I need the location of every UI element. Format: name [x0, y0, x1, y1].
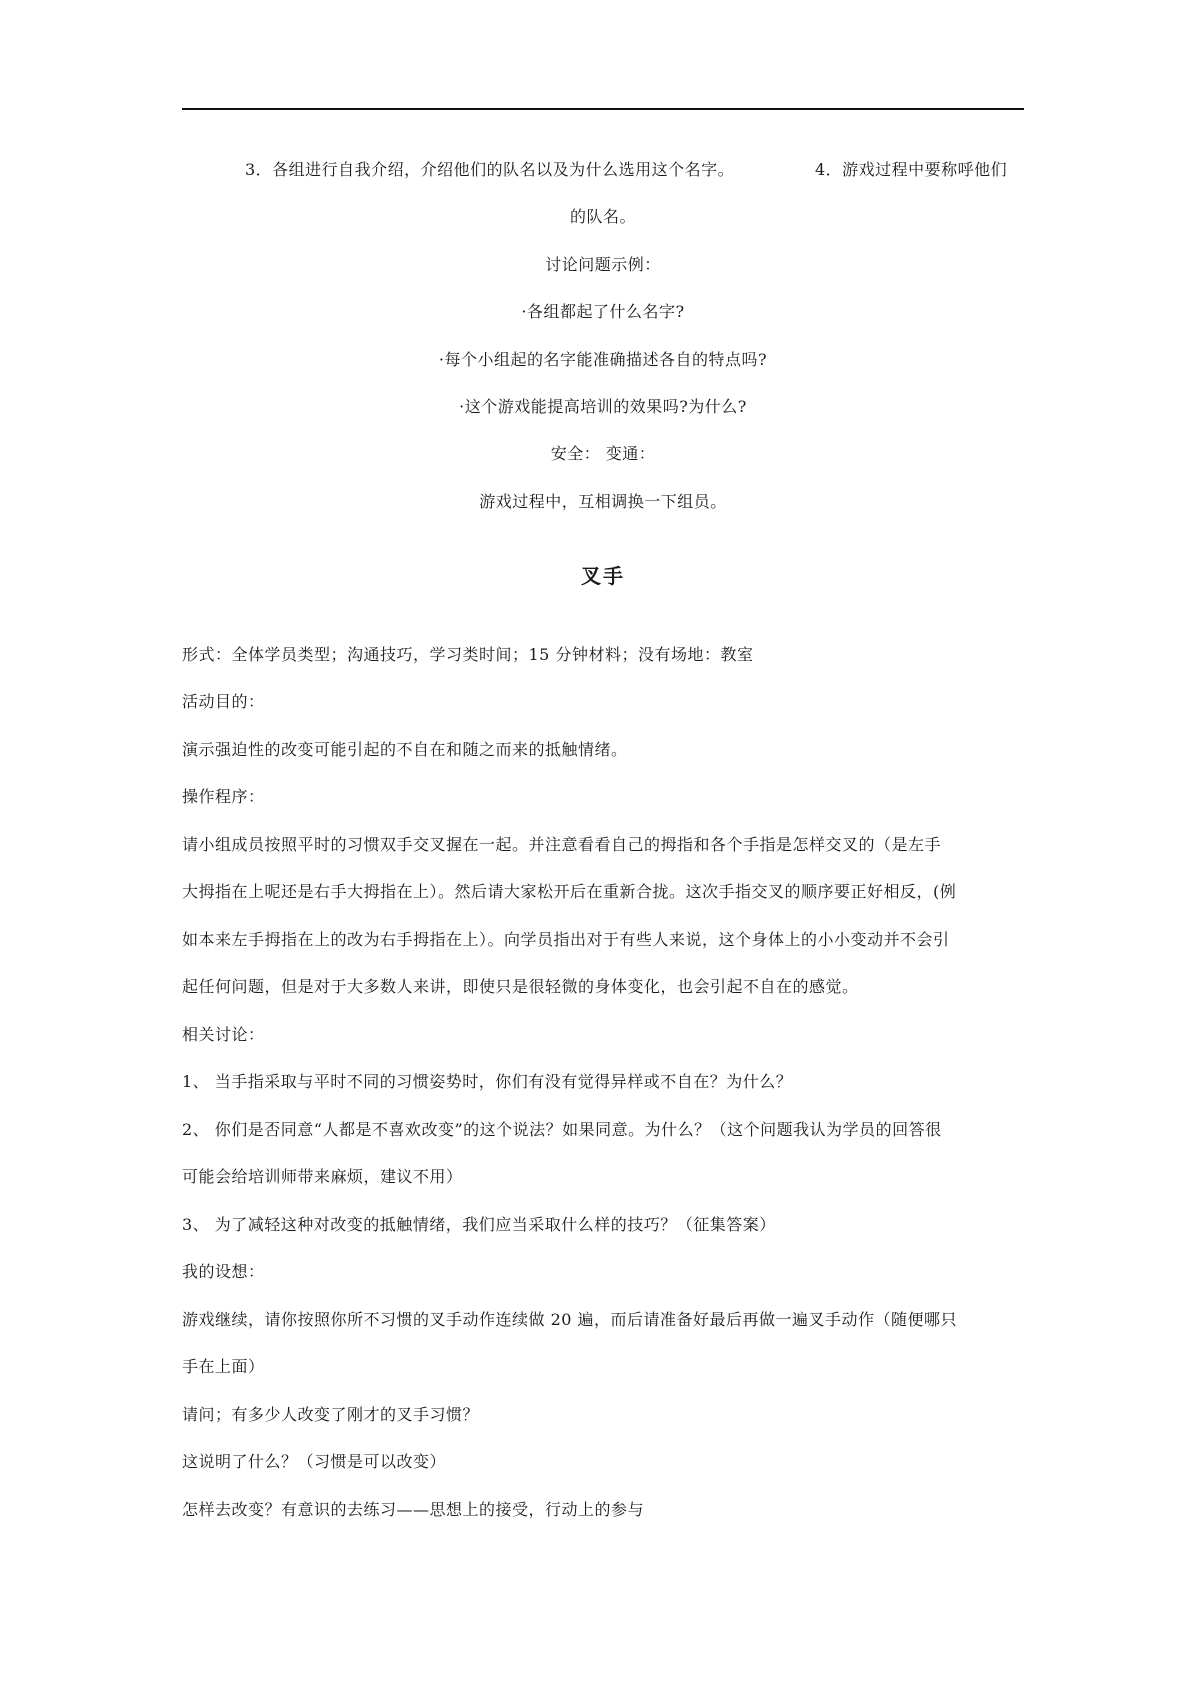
- question-line: 请问；有多少人改变了刚才的叉手习惯？: [182, 1405, 480, 1424]
- form-line: 形式：全体学员类型；沟通技巧，学习类时间；15 分钟材料；没有场地：教室: [182, 645, 754, 664]
- discussion-item-1: 1、 当手指采取与平时不同的习惯姿势时，你们有没有觉得异样或不自在？为什么？: [182, 1072, 793, 1091]
- discussion-heading: 讨论问题示例：: [545, 255, 661, 274]
- discussion-question-1: ·各组都起了什么名字?: [521, 302, 685, 321]
- discussion-item-2-cont: 可能会给培训师带来麻烦，建议不用）: [182, 1167, 463, 1186]
- related-discussion-label: 相关讨论：: [182, 1025, 265, 1044]
- explanation-line: 这说明了什么？（习惯是可以改变）: [182, 1452, 447, 1471]
- discussion-item-2: 2、 你们是否同意“人都是不喜欢改变”的这个说法？如果同意。为什么？（这个问题我认为学员的回答很: [182, 1120, 942, 1139]
- header-rule: [182, 108, 1024, 110]
- intro-step-4: 4．游戏过程中要称呼他们: [815, 160, 1008, 179]
- purpose-text: 演示强迫性的改变可能引起的不自在和随之而来的抵触情绪。: [182, 740, 628, 759]
- discussion-item-3: 3、 为了减轻这种对改变的抵触情绪，我们应当采取什么样的技巧？（征集答案）: [182, 1215, 776, 1234]
- section-title: 叉手: [581, 564, 625, 588]
- procedure-line: 大拇指在上呢还是右手大拇指在上）。然后请大家松开后在重新合拢。这次手指交叉的顺序要正好相反，(例: [182, 882, 957, 901]
- discussion-question-2: ·每个小组起的名字能准确描述各自的特点吗?: [438, 350, 768, 369]
- procedure-line: 如本来左手拇指在上的改为右手拇指在上）。向学员指出对于有些人来说，这个身体上的小小变动并不会引: [182, 930, 950, 949]
- intro-step-4-cont: 的队名。: [569, 207, 636, 226]
- procedure-line: 请小组成员按照平时的习惯双手交叉握在一起。并注意看看自己的拇指和各个手指是怎样交叉的（是左手: [182, 835, 942, 854]
- variation-text: 游戏过程中，互相调换一下组员。: [479, 492, 727, 511]
- intro-step-3: 3．各组进行自我介绍，介绍他们的队名以及为什么选用这个名字。: [245, 160, 735, 179]
- how-to-change-line: 怎样去改变？有意识的去练习——思想上的接受，行动上的参与: [182, 1500, 645, 1519]
- procedure-line: 起任何问题，但是对于大多数人来讲，即使只是很轻微的身体变化，也会引起不自在的感觉。: [182, 977, 859, 996]
- idea-label: 我的设想：: [182, 1262, 265, 1281]
- idea-text: 游戏继续，请你按照你所不习惯的叉手动作连续做 20 遍，而后请准备好最后再做一遍叉手动作（随便哪只: [182, 1310, 958, 1329]
- purpose-label: 活动目的：: [182, 692, 265, 711]
- safety-variation-label: 安全： 变通：: [550, 444, 656, 463]
- procedure-label: 操作程序：: [182, 787, 265, 806]
- discussion-question-3: ·这个游戏能提高培训的效果吗?为什么?: [459, 397, 747, 416]
- idea-text-cont: 手在上面）: [182, 1357, 265, 1376]
